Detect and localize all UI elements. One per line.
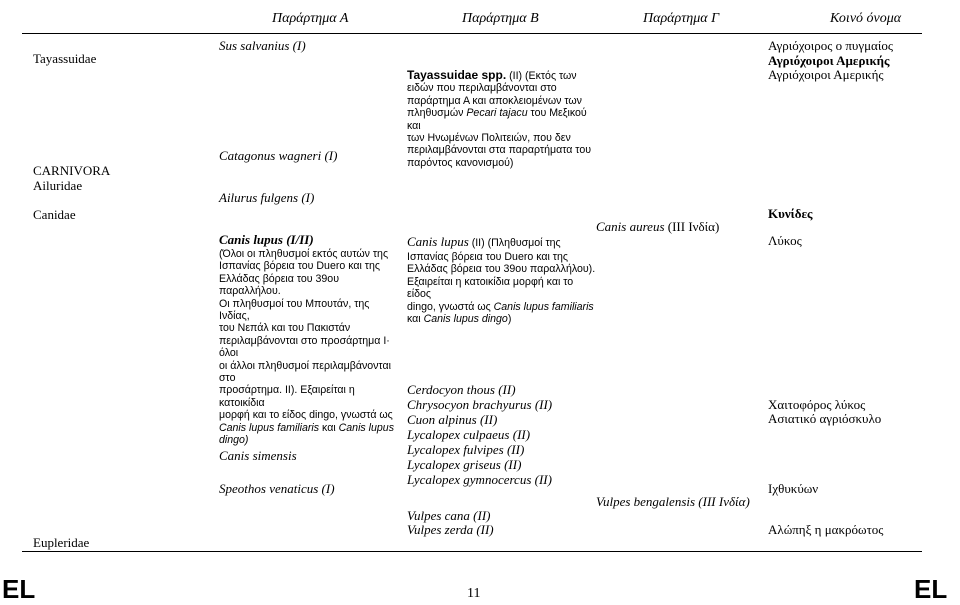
list-item: Chrysocyon brachyurus (II) xyxy=(407,397,553,412)
canis-lupus-annex-a-name: Canis lupus (I/II) xyxy=(219,232,314,247)
note-line: παρόντος κανονισμού) xyxy=(407,156,514,169)
note-line xyxy=(407,107,597,132)
table-bottom-rule xyxy=(22,551,922,552)
canis-aureus-tag: (III Ινδία) xyxy=(664,219,720,234)
note-fragment: του Μεξικού και xyxy=(407,107,587,132)
common-canids: Κυνίδες xyxy=(768,206,813,221)
canis-lupus-annex-b-name: Canis lupus xyxy=(407,234,469,249)
header-annex-c: Παράρτημα Γ xyxy=(643,11,720,26)
common-peccaries: Αγριόχοιροι Αμερικής xyxy=(768,67,884,82)
tayassuidae-spp-block xyxy=(407,69,597,169)
order-carnivora: CARNIVORA xyxy=(33,163,111,178)
vulpes-bengalensis: Vulpes bengalensis (III Ινδία) xyxy=(596,494,750,509)
tayassuidae-spp-tag: (II) (Εκτός των xyxy=(506,70,577,82)
note-line: (Όλοι οι πληθυσμοί εκτός αυτών της xyxy=(219,248,389,260)
note-fragment: ) xyxy=(507,313,512,326)
note-line: του Νεπάλ και του Πακιστάν xyxy=(219,322,351,335)
canis-lupus-annex-b-block xyxy=(407,233,597,325)
note-line: προσάρτημα. ΙΙ). Εξαιρείται η κατοικίδια xyxy=(219,384,355,409)
note-line: dingo) xyxy=(219,434,249,447)
family-canidae: Canidae xyxy=(33,207,76,222)
catagonus-wagneri: Catagonus wagneri (I) xyxy=(219,148,338,163)
table-top-rule xyxy=(22,33,922,34)
species-ref: Canis lupus dingo xyxy=(423,313,508,326)
note-line: οι άλλοι πληθυσμοί περιλαμβάνονται στο xyxy=(219,359,391,385)
canis-simensis: Canis simensis xyxy=(219,447,297,463)
common-dhole: Ασιατικό αγριόσκυλο xyxy=(768,411,882,426)
footer-lang-right: EL xyxy=(914,574,948,604)
canis-lupus-annex-a-note xyxy=(219,248,399,447)
canis-aureus-line xyxy=(596,218,719,236)
note-fragment: πληθυσμών xyxy=(407,107,464,120)
note-line: Ισπανίας βόρεια του Duero και της xyxy=(407,251,568,263)
note-line: Ελλάδας βόρεια του 39ου παραλλήλου). xyxy=(407,263,596,276)
note-line: των Ηνωμένων Πολιτειών, που δεν xyxy=(407,132,571,145)
list-item: Lycalopex griseus (II) xyxy=(407,457,522,472)
species-ref: Canis lupus xyxy=(338,421,394,434)
note-line xyxy=(219,422,399,434)
family-tayassuidae: Tayassuidae xyxy=(33,51,97,66)
header-annex-b: Παράρτημα Β xyxy=(462,11,539,26)
note-line: μορφή και το είδος dingo, γνωστά ως xyxy=(219,409,393,422)
common-bush-dog: Ιχθυκύων xyxy=(768,481,819,496)
note-fragment: dingo, γνωστά ως xyxy=(407,300,494,313)
footer-lang-left: EL xyxy=(2,574,36,604)
note-line: περιλαμβάνονται στα παραρτήματα του xyxy=(407,144,592,157)
note-line: ειδών που περιλαμβάνονται στο xyxy=(407,82,557,95)
note-line: Οι πληθυσμοί του Μπουτάν, της Ινδίας, xyxy=(219,297,370,323)
canis-aureus-name: Canis aureus xyxy=(596,219,665,234)
sus-salvanius: Sus salvanius (I) xyxy=(219,38,306,53)
header-annex-a: Παράρτημα Α xyxy=(272,11,349,26)
canis-lupus-annex-b-tag: (II) (Πληθυσμοί της xyxy=(468,237,561,249)
list-item: Lycalopex fulvipes (II) xyxy=(407,442,525,457)
conjunction: και xyxy=(407,313,424,326)
family-ailuridae: Ailuridae xyxy=(33,178,83,193)
species-ref: Canis lupus familiaris xyxy=(493,300,594,313)
list-item: Cuon alpinus (II) xyxy=(407,412,498,427)
note-line: Ισπανίας βόρεια του Duero και της xyxy=(219,260,380,273)
common-wolf: Λύκος xyxy=(768,233,802,248)
note-line: Εξαιρείται η κατοικίδια μορφή και το είδος xyxy=(407,275,574,301)
tayassuidae-spp-line xyxy=(407,69,597,82)
list-item: Lycalopex culpaeus (II) xyxy=(407,427,531,442)
note-line: παράρτημα Α και αποκλειομένων των xyxy=(407,94,582,107)
tayassuidae-spp-name: Tayassuidae spp. xyxy=(407,68,507,82)
canis-lupus-annex-b-note xyxy=(407,251,597,325)
page-number: 11 xyxy=(467,586,481,601)
list-item: Lycalopex gymnocercus (II) xyxy=(407,472,552,487)
canidae-annex-b-species-list xyxy=(407,382,552,487)
common-pygmy-hog: Αγριόχοιρος ο πυγμαίος xyxy=(768,38,894,53)
common-peccaries-family: Αγριόχοιροι Αμερικής xyxy=(768,53,890,68)
note-line: Ελλάδας βόρεια του 39ου παραλλήλου. xyxy=(219,272,339,298)
note-line: περιλαμβάνονται στο προσάρτημα Ι· όλοι xyxy=(219,334,390,360)
vulpes-zerda: Vulpes zerda (II) xyxy=(407,522,494,537)
ailurus-fulgens: Ailurus fulgens (I) xyxy=(219,190,315,205)
note-line xyxy=(407,301,597,313)
header-common-name: Κοινό όνομα xyxy=(830,11,902,26)
family-eupleridae: Eupleridae xyxy=(33,535,90,550)
list-item: Cerdocyon thous (II) xyxy=(407,382,516,397)
canis-lupus-annex-a-block xyxy=(219,232,399,463)
vulpes-cana: Vulpes cana (II) xyxy=(407,508,491,523)
pecari-tajacu: Pecari tajacu xyxy=(466,107,528,120)
note-line xyxy=(407,313,597,325)
common-maned-wolf: Χαιτοφόρος λύκος xyxy=(768,397,866,412)
speothos-venaticus: Speothos venaticus (I) xyxy=(219,481,335,496)
common-fennec: Αλώπηξ η μακρόωτος xyxy=(768,522,884,537)
conjunction: και xyxy=(319,421,339,434)
canis-lupus-annex-b-line xyxy=(407,233,597,251)
species-ref: Canis lupus familiaris xyxy=(219,421,320,434)
